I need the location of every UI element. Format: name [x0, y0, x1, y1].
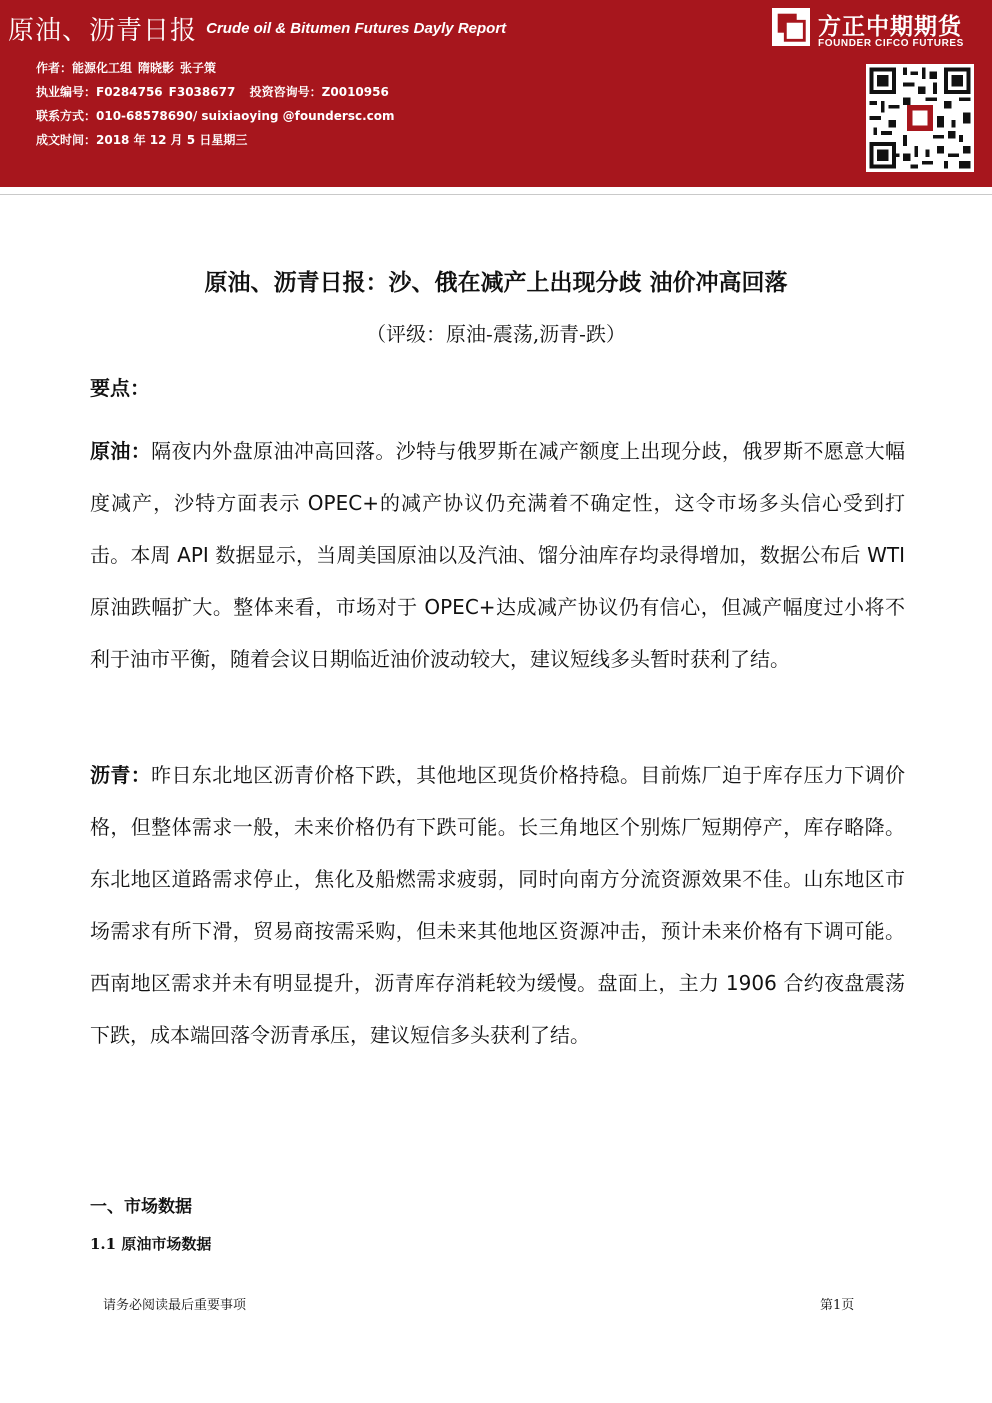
- report-header: [0, 0, 992, 185]
- section-heading-market-data: 一、市场数据: [90, 1197, 192, 1217]
- meta-contact: 联系方式：010-68578690/ suixiaoying @foundersc.com: [36, 109, 395, 123]
- bitumen-lead: 沥青：: [90, 763, 152, 787]
- meta-license: 执业编号：F0284756 F3038677 投资咨询号：Z0010956: [36, 85, 389, 99]
- crude-oil-paragraph: [90, 425, 905, 685]
- page-number: 第1页: [820, 1298, 855, 1313]
- logo-text-en: FOUNDER CIFCO FUTURES: [818, 38, 964, 49]
- header-rule: [0, 185, 992, 187]
- header-title-cn: 原油、沥青日报: [8, 16, 198, 46]
- bitumen-text: 昨日东北地区沥青价格下跌，其他地区现货价格持稳。目前炼厂迫于库存压力下调价格，但整体需求一般，未来价格仍有下跌可能。长三角地区个别炼厂短期停产，库存略降。东北地区道路需求停止，焦化及船燃需求疲弱，同时向南方分流资源效果不佳。山东地区市场需求有所下滑，贸易商按需采购，但未来其他地区资源冲击，预计未来价格有下调可能。西南地区需求并未有明显提升，沥青库存消耗较为缓慢。盘面上，主力 1906 合约夜盘震荡下跌，成本端回落令沥青承压，建议短信多头获利了结。: [90, 763, 906, 1047]
- company-logo: [772, 6, 986, 56]
- subsection-heading-crude-market: 1.1 原油市场数据: [90, 1235, 212, 1253]
- meta-date: 成文时间：2018 年 12 月 5 日星期三: [36, 133, 248, 147]
- header-divider: [0, 194, 992, 195]
- qr-code-icon: [866, 64, 974, 172]
- meta-authors: 作者：能源化工组 隋晓影 张子策: [36, 61, 217, 75]
- crude-oil-text: 隔夜内外盘原油冲高回落。沙特与俄罗斯在减产额度上出现分歧，俄罗斯不愿意大幅度减产，沙特方面表示 OPEC+的减产协议仍充满着不确定性，这令市场多头信心受到打击。本周 API 数据显示，当周美国原油以及汽油、馏分油库存均录得增加，数据公布后 WTI 原油跌幅扩大。整体来看，市场对于 OPEC+达成减产协议仍有信心，但减产幅度过小将不利于油市平衡，随着会议日期临近油价波动较大，建议短线多头暂时获利了结。: [90, 439, 906, 671]
- footer-notice: 请务必阅读最后重要事项: [103, 1298, 247, 1313]
- logo-text-cn: 方正中期期货: [818, 14, 962, 40]
- founder-logo-icon: [772, 8, 810, 46]
- document-rating: （评级：原油-震荡,沥青-跌）: [366, 322, 626, 346]
- header-title-en: Crude oil & Bitumen Futures Dayly Report: [206, 20, 507, 37]
- author-meta: [36, 56, 401, 152]
- crude-oil-lead: 原油：: [90, 439, 152, 463]
- document-title: 原油、沥青日报：沙、俄在减产上出现分歧 油价冲高回落: [204, 269, 788, 296]
- header-title: [8, 10, 506, 47]
- bitumen-paragraph: [90, 749, 905, 1061]
- key-points-heading: 要点：: [90, 376, 150, 400]
